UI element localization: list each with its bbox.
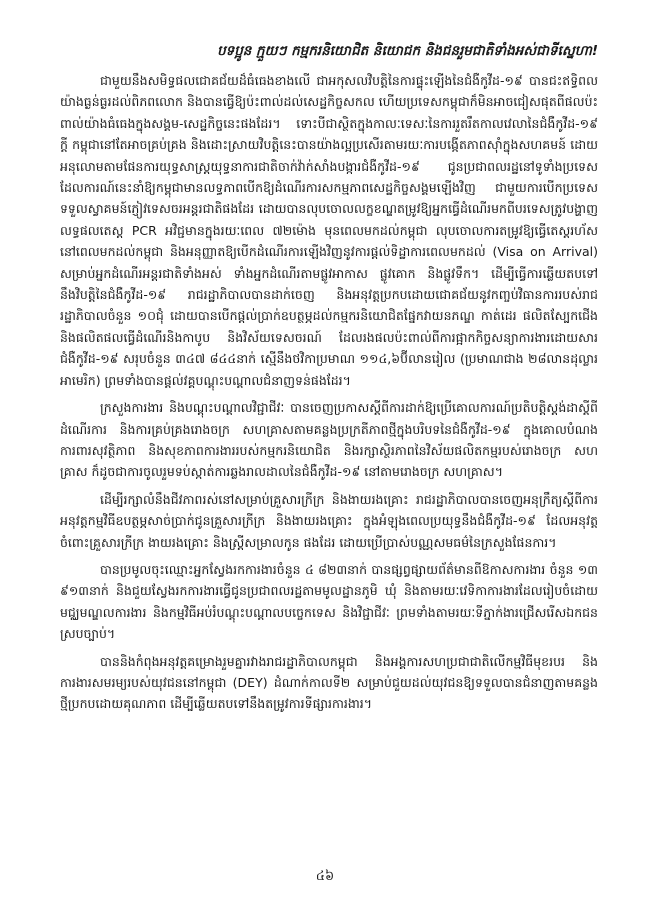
page-number: ៤៦ — [315, 869, 335, 884]
paragraph-covid-impact: ជាមួយនឹងសមិទ្ធផលជោគជ័យដ៏ធំធេងខាងលើ ជាអកុសលវិបត្តិនៃការផ្ទុះឡើងនៃជំងឺកូវីដ-១៩ បានជះឥទ្ធិពលយ៉ាងធ្ងន់ធ្ងរដល់ពិភពលោក និងបានធ្វើឱ្យប៉ះពាល់ដល់សេដ្ឋកិច្ចសកល ហើយប្រទេសកម្ពុជាក៏មិនអាចជៀសផុតពីផលប៉ះពាល់យ៉ាងធំធេងក្នុងសង្គម-សេដ្ឋកិច្ចនេះផងដែរ។ ទោះបីជាស្ថិតក្នុងកាលៈទេសៈនៃការរួតរឹតកាលវេលានៃជំងឺកូវីដ-១៩ ក្តី កម្ពុជានៅតែអាចគ្រប់គ្រង និងដោះស្រាយវិបត្តិនេះបានយ៉ាងល្អប្រសើរតាមរយៈការបង្កើតភាពស៊ាំក្នុងសហគមន៍ ដោយអនុលោមតាមផែនការយុទ្ធសាស្ត្រយុទ្ធនាការជាតិចាក់វ៉ាក់សាំងបង្ការជំងឺកូវីដ-១៩ ជូនប្រជាពលរដ្ឋនៅទូទាំងប្រទេស ដែលការណ៍នេះនាំឱ្យកម្ពុជាមានលទ្ធភាពបើកឱ្យដំណើរការសកម្មភាពសេដ្ឋកិច្ចសង្គមឡើងវិញ ជាមួយការបើកប្រទេសទទួលស្វាគមន៍ភ្ញៀវទេសចរអន្តរជាតិផងដែរ ដោយបានលុបចោលលក្ខខណ្ឌតម្រូវឱ្យអ្នកធ្វើដំណើរមកពីបរទេសត្រូវបង្ហាញលទ្ធផលតេស្ត PCR អវិជ្ជមានក្នុងរយៈពេល ៧២ម៉ោង មុនពេលមកដល់កម្ពុជា លុបចោលការតម្រូវឱ្យធ្វើតេស្តរហ័សនៅពេលមកដល់កម្ពុជា និងអនុញ្ញាតឱ្យបើកដំណើរការឡើងវិញនូវការផ្តល់ទិដ្ឋាការពេលមកដល់ (Visa on Arrival) សម្រាប់អ្នកដំណើរអន្តរជាតិទាំងអស់ ទាំងអ្នកដំណើរតាមផ្លូវអាកាស ផ្លូវគោក និងផ្លូវទឹក។ ដើម្បីធ្វើការឆ្លើយតបទៅនឹងវិបត្តិនៃជំងឺកូវីដ-១៩ រាជរដ្ឋាភិបាលបានដាក់ចេញ និងអនុវត្តប្រកបដោយជោគជ័យនូវកញ្ចប់វិធានការរបស់រាជរដ្ឋាភិបាលចំនួន ១០ជុំ ដោយបានបើកផ្តល់ប្រាក់ឧបត្ថម្ភដល់កម្មករនិយោជិតផ្នែកវាយនភណ្ឌ កាត់ដេរ ផលិតស្បែកជើង និងផលិតផលធ្វើដំណើរនិងកាបូប និងវិស័យទេសចរណ៍ ដែលរងផលប៉ះពាល់ពីការផ្អាកកិច្ចសន្យាការងារដោយសារជំងឺកូវីដ-១៩ សរុបចំនួន ៣៤៧ ៨៤៤នាក់ ស្មើនឹងថវិកាប្រមាណ ១១៤,៦ប៊ីលានរៀល (ប្រមាណជាង ២៨លានដុល្លារអាមេរិក) ព្រមទាំងបានផ្តល់វគ្គបណ្តុះបណ្តាលជំនាញទន់ផងដែរ។ — [60, 73, 598, 388]
paragraph-cash-transfer: ដើម្បីរក្សាលំនឹងជីវភាពរស់នៅសម្រាប់គ្រួសារក្រីក្រ និងងាយរងគ្រោះ រាជរដ្ឋាភិបាលបានចេញអនុក្រឹត្យស្តីពីការអនុវត្តកម្មវិធីឧបត្ថម្ភសាច់ប្រាក់ជូនគ្រួសារក្រីក្រ និងងាយរងគ្រោះ ក្នុងអំឡុងពេលប្រយុទ្ធនឹងជំងឺកូវីដ-១៩ ដែលអនុវត្តចំពោះគ្រួសារក្រីក្រ ងាយរងគ្រោះ និងស្ត្រីសម្រាលកូន ផងដែរ ដោយប្រើប្រាស់បណ្ណសមធម៌នៃក្រសួងផែនការ។ — [60, 491, 598, 550]
paragraph-job-seekers: បានប្រមូលចុះឈ្មោះអ្នកស្វែងរកការងារចំនួន ៤ ៨២៣នាក់ បានផ្សព្វផ្សាយព័ត៌មានពីឱកាសការងារ ចំនួន ១៣ ៩១៣នាក់ និងជួយស្វែងរកការងារធ្វើជូនប្រជាពលរដ្ឋតាមមូលដ្ឋានភូមិ ឃុំ និងតាមរយៈវេទិកាការងារដែលរៀបចំដោយមជ្ឈមណ្ឌលការងារ និងកម្មវិធីអប់រំបណ្តុះបណ្តាលបច្ចេកទេស និងវិជ្ជាជីវៈ ព្រមទាំងតាមរយៈទីភ្នាក់ងារជ្រើសរើសឯកជនស្របច្បាប់។ — [60, 561, 598, 642]
paragraph-dey-project: បាននិងកំពុងអនុវត្តគម្រោងរួមគ្នារវាងរាជរដ្ឋាភិបាលកម្ពុជា និងអង្គការសហប្រជាជាតិលើកម្មវិធីមុខរបរ និងការងារសមរម្យរបស់យុវជននៅកម្ពុជា (DEY) ដំណាក់កាលទី២ សម្រាប់ជួយដល់យុវជនឱ្យទទួលបានជំនាញតាមគន្លងថ្មីប្រកបដោយគុណភាព ដើម្បីឆ្លើយតបទៅនឹងតម្រូវការទីផ្សារការងារ។ — [60, 653, 598, 712]
paragraph-ministry-procedures: ក្រសួងការងារ និងបណ្តុះបណ្តាលវិជ្ជាជីវៈ បានចេញប្រកាសស្តីពីការដាក់ឱ្យប្រើគោលការណ៍ប្រតិបត្តិស្តង់ដាស្តីពីដំណើរការ និងការគ្រប់គ្រងរោងចក្រ សហគ្រាសតាមគន្លងប្រក្រតីភាពថ្មីក្នុងបរិបទនៃជំងឺកូវីដ-១៩ ក្នុងគោលបំណងការពារសុវត្ថិភាព និងសុខភាពការងាររបស់កម្មករនិយោជិត និងរក្សាស្ថិរភាពនៃវិស័យផលិតកម្មរបស់រោងចក្រ សហគ្រាស ក៏ដូចជាការចូលរួមទប់ស្កាត់ការឆ្លងរាលដាលនៃជំងឺកូវីដ-១៩ នៅតាមរោងចក្រ សហគ្រាស។ — [60, 400, 598, 480]
address-heading: បទប្អូន ក្មួយៗ កម្មករនិយោជិត និយោជក និងជនរួមជាតិទាំងអស់ជាទីស្នេហា! — [217, 43, 598, 59]
